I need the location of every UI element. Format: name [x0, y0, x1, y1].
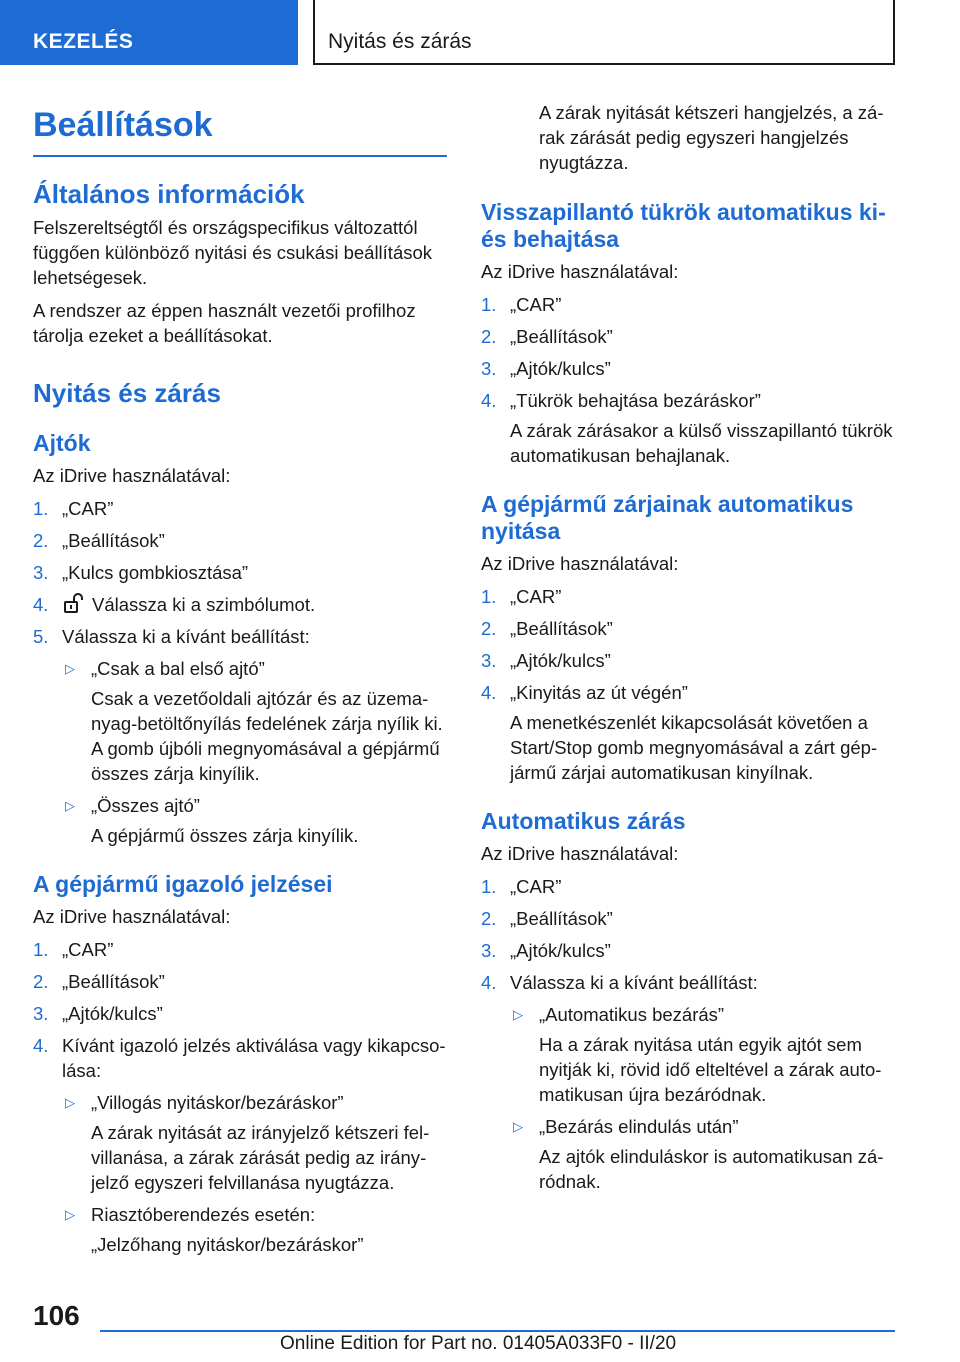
triangle-right-icon: ▷	[513, 1119, 523, 1134]
list-item	[481, 874, 901, 899]
step-text: „Beállítások”	[510, 326, 613, 347]
triangle-right-icon: ▷	[65, 798, 75, 813]
right-column	[481, 100, 901, 1201]
list-item	[481, 388, 901, 468]
edition-text: Online Edition for Part no. 01405A033F0 - II/20	[280, 1333, 677, 1354]
triangle-right-icon: ▷	[513, 1007, 523, 1022]
step-text: „CAR”	[510, 586, 562, 607]
list-item	[33, 1001, 447, 1026]
step-number: 2.	[481, 326, 497, 347]
option-description: „Jelzőhang nyitáskor/bezáráskor”	[91, 1234, 364, 1255]
open-close-heading: Nyitás és zárás	[33, 378, 221, 408]
option-item	[510, 1002, 901, 1107]
section-tab	[0, 0, 298, 65]
auto-unlock-heading: A gépjármű zárjainak automatikus nyitása	[481, 491, 854, 544]
step-number: 1.	[481, 876, 497, 897]
step-number: 4.	[481, 682, 497, 703]
step-number: 1.	[481, 586, 497, 607]
step-number: 4.	[481, 390, 497, 411]
general-heading: Általános információk	[33, 179, 305, 209]
doors-heading: Ajtók	[33, 430, 91, 456]
list-item	[481, 584, 901, 609]
continued-text: A zárak nyitását kétszeri hangjelzés, a zárak zárását pedig egyszeri hangjelzés nyugtázza.	[539, 102, 884, 173]
step-number: 3.	[33, 1003, 49, 1024]
list-item	[33, 528, 447, 553]
step-number: 2.	[481, 908, 497, 929]
option-item	[62, 1090, 447, 1195]
auto-unlock-steps	[481, 584, 901, 785]
step-number: 4.	[33, 594, 49, 615]
list-item	[481, 324, 901, 349]
step-text: Válassza ki a kívánt beállítást:	[510, 972, 758, 993]
list-item	[33, 592, 447, 617]
auto-lock-steps	[481, 874, 901, 1194]
list-item	[33, 937, 447, 962]
list-item	[481, 970, 901, 1194]
auto-lock-intro: Az iDrive használatával:	[481, 843, 679, 864]
list-item	[33, 496, 447, 521]
general-paragraph-2: A rendszer az éppen használt vezetői profilhoz tárolja ezeket a beállításokat.	[33, 300, 416, 346]
step-text: „Beállítások”	[510, 618, 613, 639]
page-number: 106	[33, 1300, 80, 1331]
mirrors-heading: Visszapillantó tükrök automatikus ki- és behajtása	[481, 199, 886, 252]
unlock-icon	[62, 592, 84, 614]
option-item	[62, 793, 447, 848]
step-number: 3.	[481, 650, 497, 671]
step-text: „CAR”	[62, 939, 114, 960]
chapter-label: Nyitás és zárás	[328, 30, 472, 53]
list-item	[33, 624, 447, 848]
step-description: A zárak zárásakor a külső visszapillantó tükrök automatikusan behajlanak.	[510, 420, 893, 466]
mirrors-steps	[481, 292, 901, 468]
confirm-steps	[33, 937, 447, 1257]
auto-unlock-intro: Az iDrive használatával:	[481, 553, 679, 574]
step-number: 3.	[481, 940, 497, 961]
list-item	[481, 680, 901, 785]
step-text: „CAR”	[62, 498, 114, 519]
auto-lock-heading: Automatikus zárás	[481, 808, 686, 834]
step-text: „Beállítások”	[62, 530, 165, 551]
step-text: „CAR”	[510, 876, 562, 897]
option-item	[510, 1114, 901, 1194]
step-number: 2.	[33, 971, 49, 992]
confirm-intro: Az iDrive használatával:	[33, 906, 231, 927]
step-text: „CAR”	[510, 294, 562, 315]
step-number: 4.	[33, 1035, 49, 1056]
chapter-tab	[313, 0, 895, 65]
mirrors-intro: Az iDrive használatával:	[481, 261, 679, 282]
option-label: „Villogás nyitáskor/bezáráskor”	[91, 1092, 344, 1113]
option-item	[62, 1202, 447, 1257]
doors-steps	[33, 496, 447, 848]
auto-lock-options	[510, 1002, 901, 1194]
page-title: Beállítások	[33, 95, 447, 157]
step-text: „Beállítások”	[510, 908, 613, 929]
section-label: KEZELÉS	[33, 30, 134, 53]
option-description: A gépjármű összes zárja kinyílik.	[91, 825, 359, 846]
step-number: 1.	[33, 498, 49, 519]
step-number: 3.	[33, 562, 49, 583]
step-number: 1.	[481, 294, 497, 315]
step-text: „Ajtók/kulcs”	[510, 650, 611, 671]
step-text: „Beállítások”	[62, 971, 165, 992]
list-item	[481, 906, 901, 931]
option-label: „Csak a bal első ajtó”	[91, 658, 265, 679]
list-item	[33, 969, 447, 994]
list-item	[481, 648, 901, 673]
step-text: „Tükrök behajtása bezáráskor”	[510, 390, 761, 411]
step-number: 5.	[33, 626, 49, 647]
general-paragraph-1: Felszereltségtől és országspecifikus változattól függően különböző nyitási és csukási beállítások lehetségesek.	[33, 217, 433, 288]
option-label: Riasztóberendezés esetén:	[91, 1204, 316, 1225]
step-number: 2.	[33, 530, 49, 551]
triangle-right-icon: ▷	[65, 1207, 75, 1222]
step-text: Válassza ki a kívánt beállítást:	[62, 626, 310, 647]
step-number: 2.	[481, 618, 497, 639]
option-item	[62, 656, 447, 786]
option-label: „Automatikus bezárás”	[539, 1004, 725, 1025]
step-number: 3.	[481, 358, 497, 379]
step-text: „Ajtók/kulcs”	[510, 358, 611, 379]
step-text: „Ajtók/kulcs”	[62, 1003, 163, 1024]
doors-options	[62, 656, 447, 848]
step-text: „Kinyitás az út végén”	[510, 682, 688, 703]
list-item	[481, 292, 901, 317]
option-description: A zárak nyitását az irányjelző kétszeri felvillanása, a zárak zárását pedig az irányjelző egyszeri felvillanása nyugtázza.	[91, 1122, 430, 1193]
step-text: „Kulcs gombkiosztása”	[62, 562, 249, 583]
list-item	[481, 356, 901, 381]
list-item	[481, 616, 901, 641]
step-text: „Ajtók/kulcs”	[510, 940, 611, 961]
step-text: Válassza ki a szimbólumot.	[92, 594, 316, 615]
list-item	[33, 1033, 447, 1257]
option-label: „Összes ajtó”	[91, 795, 200, 816]
step-number: 1.	[33, 939, 49, 960]
triangle-right-icon: ▷	[65, 661, 75, 676]
list-item	[481, 938, 901, 963]
left-column	[33, 95, 447, 1264]
triangle-right-icon: ▷	[65, 1095, 75, 1110]
option-description: Ha a zárak nyitása után egyik ajtót sem nyitják ki, rövid idő elteltével a zárak automatikusan újra bezáródnak.	[539, 1034, 882, 1105]
option-description: Az ajtók elinduláskor is automatikusan záródnak.	[539, 1146, 884, 1192]
doors-intro: Az iDrive használatával:	[33, 465, 231, 486]
confirm-heading: A gépjármű igazoló jelzései	[33, 871, 333, 897]
step-description: A menetkészenlét kikapcsolását követően a Start/Stop gomb megnyomásával a zárt gépjármű zárjai automatikusan kinyílnak.	[510, 712, 878, 783]
option-label: „Bezárás elindulás után”	[539, 1116, 739, 1137]
step-text: Kívánt igazoló jelzés aktiválása vagy kikapcsolása:	[62, 1035, 446, 1081]
step-number: 4.	[481, 972, 497, 993]
option-description: Csak a vezetőoldali ajtózár és az üzemanyag-betöltőnyílás fedelének zárja nyílik ki. A gomb újbóli megnyomásával a gépjármű összes zárja kinyílik.	[91, 688, 443, 784]
list-item	[33, 560, 447, 585]
footer-divider	[100, 1330, 895, 1332]
confirm-options	[62, 1090, 447, 1257]
